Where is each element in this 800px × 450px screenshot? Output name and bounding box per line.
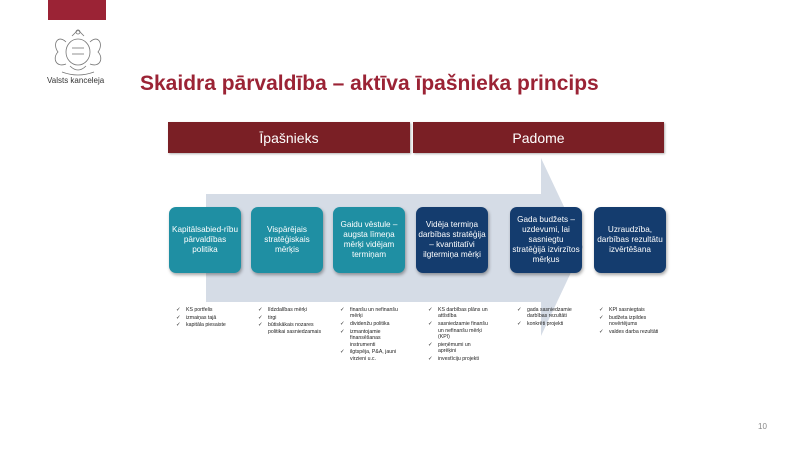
step-list-5 [517, 307, 577, 329]
step-box-6: Uzraudzība, darbības rezultātu izvērtēšana [594, 207, 666, 273]
check-icon: ✓ [176, 307, 181, 313]
check-icon: ✓ [428, 321, 433, 328]
check-icon: ✓ [258, 322, 263, 329]
step-box-2: Vispārējais stratēģiskais mērķis [251, 207, 323, 273]
check-icon: ✓ [428, 355, 433, 362]
list-item: ✓ investīciju projekti [428, 355, 479, 362]
check-icon: ✓ [428, 341, 433, 348]
check-icon: ✓ [599, 328, 604, 335]
list-item: ✓ izmantojamie finansēšanas instrumenti [340, 328, 381, 348]
step-box-4: Vidēja termiņa darbības stratēģija – kvantitatīvi ilgtermiņa mērķi [416, 207, 488, 273]
step-box-1: Kapitālsabied-rību pārvaldības politika [169, 207, 241, 273]
list-item: ✓ līdzdalības mērķi [258, 307, 307, 313]
list-item: ✓ kapitāla piesaiste [176, 322, 226, 329]
list-item: ✓ ilgtspēja, P&A, jauni virzieni u.c. [340, 349, 397, 362]
list-item: ✓ sasniedzamie finanšu un nefinanšu mērķi (KPI) [428, 321, 488, 340]
step-list-6 [599, 307, 665, 337]
check-icon: ✓ [517, 321, 522, 328]
list-item: ✓ gada sasniedzamie darbības rezultāti [517, 307, 572, 320]
owner-header: Īpašnieks [168, 122, 410, 153]
check-icon: ✓ [599, 307, 604, 313]
step-list-2 [258, 307, 328, 337]
list-item: ✓ konkrēti projekti [517, 321, 564, 328]
list-item: ✓ budžeta izpildes novērtējums [599, 314, 647, 328]
check-icon: ✓ [599, 314, 604, 321]
step-box-3: Gaidu vēstule – augsta līmeņa mērķi vidējam termiņam [333, 207, 405, 273]
list-item: ✓ izmaiņas tajā [176, 314, 217, 321]
list-item: ✓ valdes darba rezultāti [599, 328, 659, 335]
list-item: ✓ KPI sasniegtais [599, 307, 645, 313]
check-icon: ✓ [517, 307, 522, 313]
check-icon: ✓ [176, 314, 181, 321]
list-item: ✓ pieņēmumi un aprēķini [428, 341, 471, 355]
check-icon: ✓ [340, 307, 345, 313]
step-list-1 [176, 307, 236, 330]
check-icon: ✓ [340, 321, 345, 328]
check-icon: ✓ [176, 322, 181, 329]
list-item: ✓ KS darbības plāns un attīstība [428, 307, 488, 320]
step-list-3 [340, 307, 404, 363]
list-item: ✓ tirgi [258, 314, 277, 321]
list-item: ✓ dividenžu politika [340, 321, 390, 328]
list-item: ✓ būtiskākais nozares politikai sasniedzamais [258, 322, 322, 335]
check-icon: ✓ [258, 314, 263, 321]
step-list-4 [428, 307, 488, 363]
list-item: ✓ finanšu un nefinanšu mērķi [340, 307, 398, 320]
page-title: Skaidra pārvaldība – aktīva īpašnieka princips [140, 72, 599, 95]
check-icon: ✓ [340, 328, 345, 335]
check-icon: ✓ [258, 307, 263, 313]
page-number: 10 [758, 422, 767, 431]
check-icon: ✓ [428, 307, 433, 313]
logo-text: Valsts kanceleja [47, 76, 105, 85]
board-header: Padome [413, 122, 664, 153]
step-box-5: Gada budžets – uzdevumi, lai sasniegtu stratēģijā izvirzītos mērķus [510, 207, 582, 273]
list-item: ✓ KS portfelis [176, 307, 213, 313]
check-icon: ✓ [340, 349, 345, 356]
